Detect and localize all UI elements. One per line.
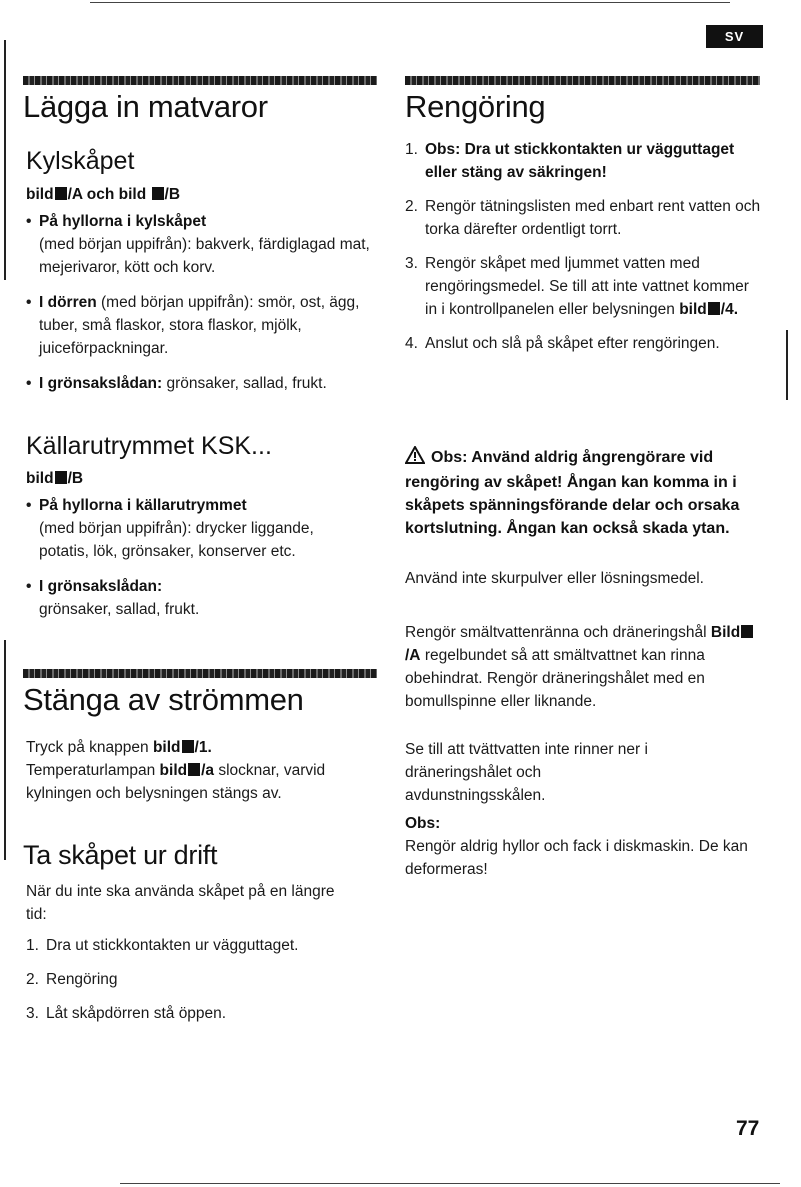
list-item: • I grönsakslådan: grönsaker, sallad, frukt.: [26, 372, 378, 395]
drift-list: [26, 934, 366, 1036]
list-item: 1. Obs: Dra ut stickkontakten ur vägguttaget eller stäng av säkringen!: [405, 141, 735, 181]
paragraph: Tryck på knappen bild /1. Temperaturlampan bild /a slocknar, varvid kylningen och belysningen stängs av.: [26, 739, 326, 802]
figure-reference: bild /A och bild /B: [26, 186, 181, 203]
paragraph: Använd inte skurpulver eller lösningsmedel.: [405, 570, 704, 587]
list-item: 2. Rengör tätningslisten med enbart rent vatten och torka därefter ordentligt torrt.: [405, 198, 761, 238]
section-title: Lägga in matvaror: [23, 89, 268, 124]
kall-list: [26, 494, 356, 633]
section-title: Ta skåpet ur drift: [23, 840, 218, 870]
list-item: 4. Anslut och slå på skåpet efter rengöringen.: [405, 335, 720, 352]
paragraph: Rengör smältvattenränna och dräneringshål Bild/A regelbundet så att smältvattnet kan rinna obehindrat. Rengör dräneringshålet med en bomullspinne eller liknande.: [405, 621, 765, 713]
paragraph: Se till att tvättvatten inte rinner ner i dräneringshålet och avdunstningsskålen.: [405, 741, 648, 804]
list-item: • I grönsakslådan: grönsaker, sallad, frukt.: [26, 575, 356, 621]
list-item: • I dörren (med början uppifrån): smör, ost, ägg, tuber, små flaskor, stora flaskor, mjölk, juiceförpackningar.: [26, 291, 378, 360]
list-item: 1. Dra ut stickkontakten ur vägguttaget.: [26, 937, 299, 954]
figure-number-box: [152, 187, 164, 200]
section-title: Rengöring: [405, 89, 546, 124]
paragraph: När du inte ska använda skåpet på en längre tid:: [26, 883, 335, 923]
figure-number-box: [55, 471, 67, 484]
warning-block: Obs: Använd aldrig ångrengörare vid rengöring av skåpet! Ångan kan komma in i skåpets spänningsförande delar och orsaka kortslutning. Ångan kan också skada ytan.: [405, 446, 763, 540]
figure-number-box: [55, 187, 67, 200]
list-item: • På hyllorna i kylskåpet (med början uppifrån): bakverk, färdiglagad mat, mejerivaror, kött och korv.: [26, 210, 378, 279]
cleaning-steps: [405, 138, 765, 366]
kyl-list: [26, 210, 378, 407]
left-margin-mark: [4, 640, 6, 860]
left-margin-mark: [4, 40, 6, 280]
section-title: Stänga av strömmen: [23, 682, 304, 717]
section-rule: [23, 669, 377, 678]
section-rule: [23, 76, 377, 85]
right-margin-mark: [786, 330, 788, 400]
bottom-border: [120, 1183, 780, 1184]
list-item: • På hyllorna i källarutrymmet (med början uppifrån): drycker liggande, potatis, lök, grönsaker, konserver etc.: [26, 494, 356, 563]
figure-reference: bild /B: [26, 470, 84, 487]
figure-number-box: [182, 740, 194, 753]
subsection-heading: Kylskåpet: [26, 147, 135, 175]
language-badge: SV: [706, 25, 763, 48]
figure-number-box: [188, 763, 200, 776]
section-rule: [405, 76, 760, 85]
list-item: 2. Rengöring: [26, 971, 118, 988]
figure-number-box: [708, 302, 720, 315]
list-item: 3. Låt skåpdörren stå öppen.: [26, 1005, 227, 1022]
top-border: [90, 2, 730, 3]
warning-icon: [405, 446, 425, 471]
figure-number-box: [741, 625, 753, 638]
subsection-heading: Källarutrymmet KSK...: [26, 432, 272, 460]
page-number: 77: [736, 1117, 760, 1140]
paragraph: Obs: Rengör aldrig hyllor och fack i diskmaskin. De kan deformeras!: [405, 815, 748, 878]
list-item: 3. Rengör skåpet med ljummet vatten med rengöringsmedel. Se till att inte vattnet kommer in i kontrollpanelen eller belysningen bild /4.: [405, 255, 749, 318]
